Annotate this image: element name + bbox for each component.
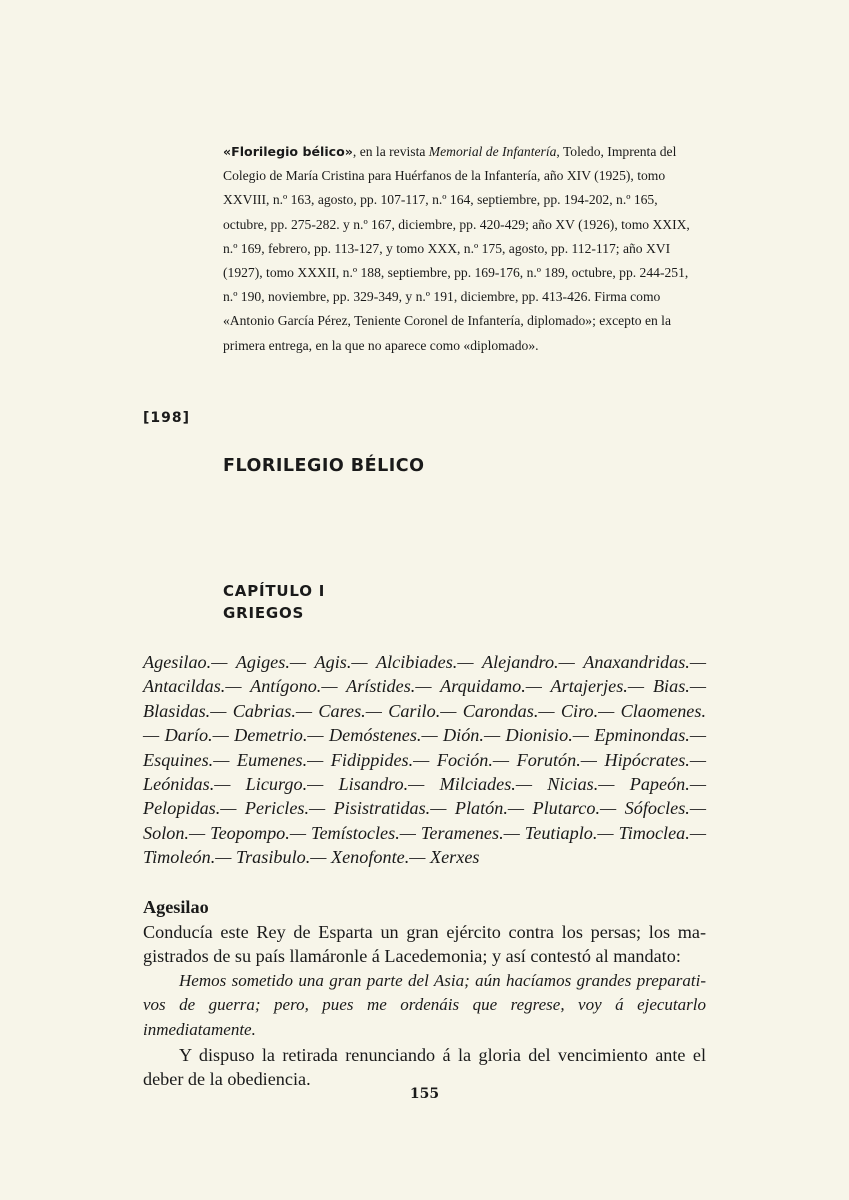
bibliographic-note <box>223 140 693 358</box>
entry-paragraph: Conducía este Rey de Esparta un gran ejército contra los persas; los magistrados de su país llamáronle á Lacedemonia; y así contestó al mandato: <box>143 921 706 967</box>
page-title: FLORILEGIO BÉLICO <box>223 456 425 476</box>
chapter-number: CAPÍTULO I <box>223 582 326 600</box>
note-magazine-title: Memorial de Infantería <box>428 144 557 159</box>
page-number: 155 <box>409 1086 440 1102</box>
chapter-name: GRIEGOS <box>223 604 305 622</box>
chapter-heading <box>223 580 325 624</box>
note-pre-text: , en la revista <box>352 144 429 159</box>
reference-number: [198] <box>143 410 191 426</box>
entry-quote: Hemos sometido una gran parte del Asia; aún hacíamos grandes preparativos de guerra; pero, pues me ordenáis que regrese, voy á ejecutarlo inmediatamente. <box>143 970 706 1039</box>
names-list: Agesilao.— Agiges.— Agis.— Alcibiades.— Alejandro.— Anaxandridas.— Antacildas.— Antígono.— Arístides.— Arquidamo.— Artajerjes.— Bias.— Blasidas.— Cabrias.— Cares.— Carilo.— Carondas.— Ciro.— Claomenes.— Darío.— Demetrio.— Demóstenes.— Dión.— Dionisio.— Epminondas.— Esquines.— Eumenes.— Fidippides.— Foción.— Forutón.— Hipócrates.— Leónidas.— Licurgo.— Lisandro.— Milciades.— Nicias.— Papeón.— Pelopidas.— Pericles.— Pisistratidas.— Platón.— Plutarco.— Sófocles.— Solon.— Teopompo.— Temístocles.— Teramenes.— Teutiaplo.— Timoclea.— Timoleón.— Trasibulo.— Xenofonte.— Xerxes <box>143 652 706 868</box>
entry-heading: Agesilao <box>143 897 209 917</box>
entry-paragraph-closing: Y dispuso la retirada renunciando á la gloria del vencimiento ante el deber de la obediencia. <box>143 1044 706 1090</box>
note-body-text: , Toledo, Imprenta del Colegio de María Cristina para Huérfanos de la Infantería, año XIV (1925), tomo XXVIII, n.º 163, agosto, pp. 107-117, n.º 164, septiembre, pp. 194-202, n.º 165, octubre, pp. 275-282. y n.º 167, diciembre, pp. 420-429; año XV (1926), tomo XXIX, n.º 169, febrero, pp. 113-127, y tomo XXX, n.º 175, agosto, pp. 112-117; año XVI (1927), tomo XXXII, n.º 188, septiembre, pp. 169-176, n.º 189, octubre, pp. 244-251, n.º 190, noviembre, pp. 329-349, y n.º 191, diciembre, pp. 413-426. Firma como «Antonio García Pérez, Teniente Coronel de Infantería, diplomado»; excepto en la primera entrega, en la que no aparece como «diplomado». <box>223 144 690 353</box>
note-lead-title: «Florilegio bélico» <box>223 144 353 159</box>
entry-section <box>143 895 706 1092</box>
